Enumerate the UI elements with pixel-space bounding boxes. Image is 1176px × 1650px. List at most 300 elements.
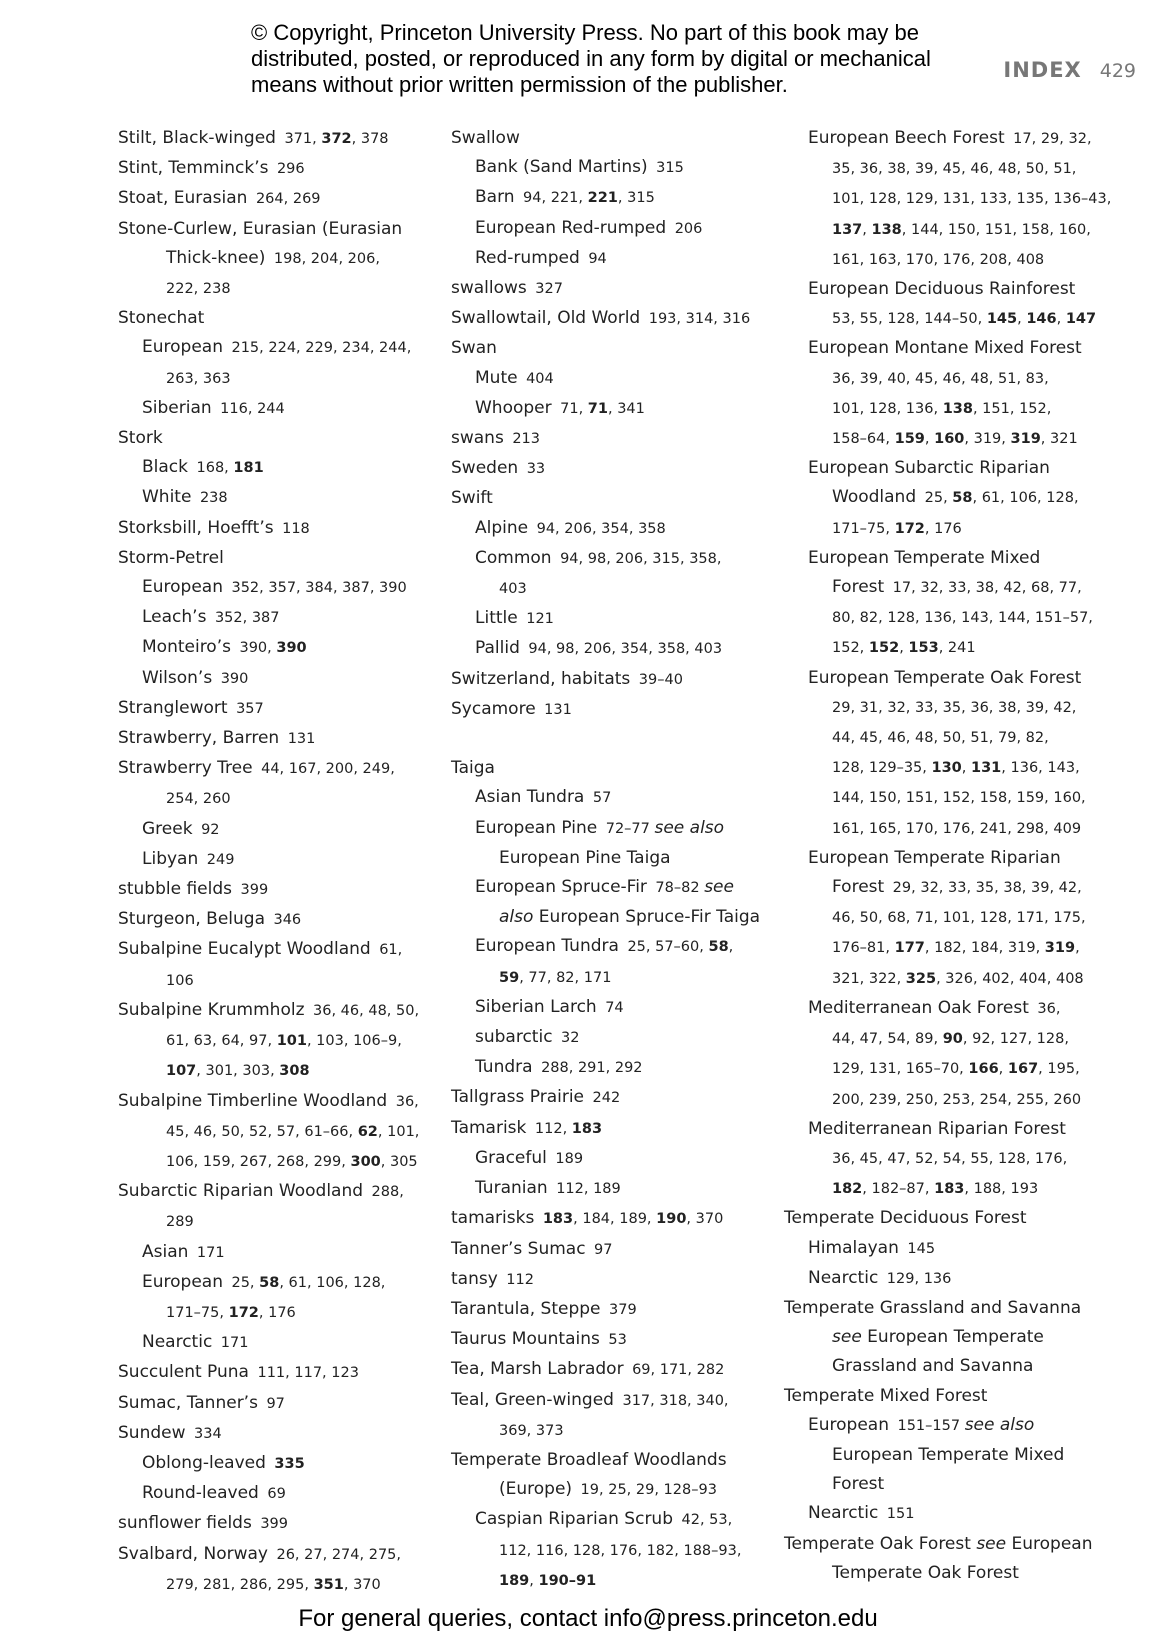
index-entry-line [142, 364, 438, 394]
index-entry-line [118, 784, 438, 814]
cross-reference: see [976, 1533, 1007, 1554]
index-term: Temperate Oak Forest [832, 1562, 1019, 1583]
index-subentry [808, 124, 1164, 275]
index-entry [118, 124, 438, 154]
page-reference-bold: 160 [934, 431, 965, 448]
index-entry-line [451, 1416, 781, 1446]
index-term: European Montane Mixed Forest [808, 338, 1082, 359]
page-reference: 315 [656, 160, 684, 177]
page-reference-bold: 189 [499, 1572, 530, 1589]
index-entry [118, 754, 438, 814]
index-entry-line [142, 333, 438, 363]
page-reference-bold: 190–91 [538, 1572, 597, 1589]
page-reference: 101, 128, 129, 131, 133, 135, 136–43, [832, 191, 1112, 208]
index-entry-line [142, 1238, 438, 1268]
index-entry [784, 1294, 1164, 1382]
index-subentry [142, 603, 438, 633]
page-reference: , [1075, 940, 1080, 957]
index-entry-line [118, 724, 438, 754]
page-reference: 129, 131, 165–70, [832, 1061, 969, 1078]
index-term: Subalpine Krummholz [118, 999, 305, 1020]
index-term: Grassland and Savanna [832, 1356, 1034, 1377]
index-term: Swift [451, 488, 493, 509]
index-entry-line [451, 1235, 781, 1265]
page-reference: 36, 39, 40, 45, 46, 48, 51, 83, [832, 370, 1049, 387]
index-entry-line [475, 634, 781, 664]
page-reference: , 321 [1040, 431, 1078, 448]
index-entry-line [118, 905, 438, 935]
index-term: Caspian Riparian Scrub [475, 1509, 673, 1530]
index-entry-line [808, 903, 1164, 933]
index-term: Greek [142, 818, 193, 839]
index-entry-line [475, 873, 781, 903]
index-subentry [475, 783, 781, 813]
index-entry-line [118, 124, 438, 154]
index-term: European Beech Forest [808, 128, 1005, 148]
index-entry-line [475, 514, 781, 544]
page-reference: 390 [220, 670, 249, 687]
running-head-label: INDEX [1003, 58, 1082, 82]
index-term: Storm-Petrel [118, 547, 224, 568]
index-entry-line [118, 1389, 438, 1419]
index-entry-line [808, 693, 1164, 723]
page-reference: 25, [231, 1274, 260, 1291]
page-reference: 317, 318, 340, [622, 1392, 729, 1409]
page-reference: 94, 98, 206, 315, 358, [560, 550, 722, 567]
cross-reference: see [832, 1327, 862, 1348]
page-reference-bold: 372 [321, 131, 352, 147]
index-entry [118, 875, 438, 905]
index-term: swans [451, 428, 504, 449]
page-reference: 263, 363 [166, 370, 231, 387]
index-term: Sundew [118, 1422, 186, 1443]
page-reference: 44, 47, 54, 89, [832, 1031, 943, 1048]
index-entry [118, 1389, 438, 1419]
page-reference: 390, [239, 640, 277, 657]
index-entry-line [118, 1087, 438, 1117]
index-entry-line [808, 1234, 1164, 1264]
index-entry-line [118, 1419, 438, 1449]
page-reference: 78–82 [655, 880, 705, 897]
index-term: Little [475, 608, 518, 629]
index-term: Temperate Broadleaf Woodlands [451, 1449, 727, 1470]
index-column-3 [784, 124, 1164, 1588]
page-reference: 45, 46, 50, 52, 57, 61–66, [166, 1123, 358, 1140]
index-subentry [142, 845, 438, 875]
index-subentry [808, 994, 1164, 1115]
index-subentry [475, 214, 781, 244]
index-entry [451, 1083, 781, 1113]
index-term: Oblong-leaved [142, 1452, 266, 1473]
index-term: Strawberry, Barren [118, 728, 280, 749]
page-reference: 112, 116, 128, 176, 182, 188–93, [499, 1542, 742, 1559]
index-term: Nearctic [808, 1503, 879, 1524]
index-term: European Spruce-Fir Taiga [533, 907, 761, 928]
index-entry-line [808, 753, 1164, 783]
index-term: European Red-rumped [475, 217, 667, 238]
index-entry-line [808, 184, 1164, 214]
index-subentry [475, 1174, 781, 1204]
page-reference-bold: 107 [166, 1063, 197, 1080]
index-term: Swan [451, 338, 497, 359]
index-term: Stork [118, 428, 163, 449]
page-reference: 25, 57–60, [627, 939, 709, 956]
index-subentry [142, 453, 438, 483]
page-reference: , 92, 127, 128, [962, 1031, 1069, 1048]
index-entry-line [784, 1323, 1164, 1352]
index-entry-line [784, 1352, 1164, 1381]
index-subentry [475, 514, 781, 544]
index-entry [451, 334, 781, 363]
index-term: Tamarisk [451, 1117, 527, 1138]
page-reference: 129, 136 [886, 1270, 952, 1287]
index-subentry [475, 1505, 781, 1596]
page-reference-bold: 183 [934, 1181, 965, 1198]
page-reference-bold: 167 [1007, 1061, 1039, 1078]
index-entry [118, 304, 438, 333]
index-entry [784, 1204, 1164, 1233]
copyright-line: distributed, posted, or reproduced in any form by digital or mechanical [251, 46, 931, 71]
index-entry [451, 1355, 781, 1385]
index-term: European Temperate [861, 1327, 1044, 1348]
page-reference: , [1056, 311, 1066, 328]
index-entry-line [118, 304, 438, 333]
index-entry-line [118, 244, 438, 274]
index-entry [118, 184, 438, 214]
page-reference: , [529, 1572, 539, 1589]
index-subentry [475, 604, 781, 634]
page-reference-bold: 351 [313, 1576, 344, 1593]
index-entry-line [808, 394, 1164, 424]
index-term: Mediterranean Oak Forest [808, 997, 1029, 1018]
index-entry-line [808, 1054, 1164, 1084]
index-term: Nearctic [142, 1332, 213, 1353]
index-term: European [142, 337, 223, 358]
page-reference: 296 [276, 161, 305, 178]
page-reference: , 305 [380, 1153, 418, 1170]
index-entry-line [808, 364, 1164, 394]
index-entry-line [784, 1382, 1164, 1411]
index-entry-line [142, 573, 438, 603]
index-entry-line [475, 783, 781, 813]
index-entry-line [451, 754, 781, 783]
page-reference: 399 [260, 1516, 288, 1533]
index-term: European [808, 1414, 889, 1435]
index-subentry [808, 1115, 1164, 1205]
page-reference: , 326, 402, 404, 408 [936, 970, 1084, 987]
index-entry-line [808, 994, 1164, 1024]
index-term: European Tundra [475, 936, 619, 957]
index-term: Black [142, 457, 188, 478]
copyright-line: means without prior written permission of the publisher. [251, 72, 788, 97]
index-subentry [475, 1023, 781, 1053]
index-entry-line [451, 665, 781, 695]
index-term: Himalayan [808, 1237, 899, 1258]
page-reference: 36, 45, 47, 52, 54, 55, 128, 176, [832, 1150, 1068, 1167]
page-reference-bold: 172 [228, 1304, 259, 1321]
index-entry-line [142, 1479, 438, 1509]
index-entry [118, 215, 438, 305]
page-reference: 242 [592, 1090, 621, 1107]
index-term: Switzerland, habitats [451, 668, 631, 689]
page-reference: 33 [526, 461, 546, 478]
index-subentry [142, 333, 438, 393]
index-term: Tarantula, Steppe [451, 1298, 601, 1319]
index-entry-line [808, 1115, 1164, 1144]
index-entry [118, 424, 438, 453]
cross-reference: see also [654, 817, 725, 838]
page-reference: 161, 163, 170, 176, 208, 408 [832, 251, 1045, 268]
page-reference-bold: 221 [587, 190, 618, 207]
index-term: Asian Tundra [475, 787, 585, 808]
index-term: Common [475, 547, 552, 568]
index-entry-line [118, 875, 438, 905]
index-term: Forest [832, 1474, 885, 1495]
page-reference-bold: 319 [1044, 940, 1076, 957]
page-reference: 80, 82, 128, 136, 143, 144, 151–57, [832, 610, 1093, 627]
index-subentry [142, 633, 438, 663]
page-reference: , 319, [964, 431, 1011, 448]
page-reference: 29, 31, 32, 33, 35, 36, 38, 39, 42, [832, 699, 1077, 716]
index-entry [118, 1419, 438, 1449]
index-term: Temperate Grassland and Savanna [784, 1297, 1082, 1318]
index-entry-line [475, 394, 781, 424]
index-term: Bank (Sand Martins) [475, 157, 648, 178]
index-entry-line [475, 903, 781, 932]
page-reference: 94 [588, 250, 607, 267]
index-entry [118, 1509, 438, 1539]
page-reference: , 315 [617, 190, 655, 207]
index-entry-line [808, 844, 1164, 873]
index-entry-line [808, 154, 1164, 184]
index-term: Alpine [475, 517, 529, 538]
page-reference: 61, [379, 942, 403, 959]
index-term: Nearctic [808, 1267, 879, 1288]
page-number: 429 [1099, 60, 1136, 82]
page-reference: 151–157 [897, 1417, 965, 1434]
index-term: Asian [142, 1241, 189, 1262]
page-reference-bold: 166 [968, 1061, 999, 1078]
index-entry-line [451, 1114, 781, 1144]
page-reference-bold: 335 [274, 1455, 305, 1472]
index-subentry [142, 1479, 438, 1509]
page-reference: 131 [287, 731, 316, 748]
index-entry [118, 1177, 438, 1237]
page-reference: 152, [832, 640, 869, 657]
page-reference: 334 [194, 1425, 222, 1442]
index-entry-line [118, 1358, 438, 1388]
index-subentry [142, 664, 438, 694]
page-reference: 128, 129–35, [832, 760, 932, 777]
page-reference: 46, 50, 68, 71, 101, 128, 171, 175, [832, 910, 1086, 927]
cross-reference: see [704, 877, 734, 898]
page-reference: 145 [907, 1240, 936, 1257]
index-term: subarctic [475, 1027, 553, 1048]
index-subentry [808, 454, 1164, 544]
index-term: (Europe) [499, 1479, 573, 1500]
index-entry [118, 996, 438, 1087]
index-entry-line [142, 483, 438, 513]
index-term: Tanner’s Sumac [451, 1238, 586, 1259]
page-reference: , 184, 189, [573, 1211, 657, 1228]
index-entry-line [118, 184, 438, 214]
page-reference: 25, [924, 490, 953, 507]
page-reference-bold: 152 [868, 640, 900, 657]
page-reference-bold: 146 [1026, 311, 1057, 328]
index-entry-line [784, 1559, 1164, 1588]
page-reference: 404 [526, 370, 554, 387]
index-entry-line [808, 454, 1164, 483]
index-term: Forest [832, 877, 885, 898]
index-entry [118, 694, 438, 724]
page-reference: , 151, 152, [972, 400, 1052, 417]
page-reference-bold: 308 [279, 1063, 310, 1080]
page-reference: 193, 314, 316 [648, 311, 751, 328]
index-entry-line [808, 783, 1164, 813]
page-reference: 189 [555, 1150, 584, 1167]
page-reference-bold: 101 [276, 1033, 307, 1050]
index-subentry [475, 634, 781, 664]
cross-reference: see also [964, 1414, 1035, 1435]
page-reference: , 176 [258, 1304, 296, 1321]
index-entry-line [784, 1204, 1164, 1233]
page-reference: 200, 239, 250, 253, 254, 255, 260 [832, 1091, 1082, 1108]
index-entry-line [142, 603, 438, 633]
index-term: Tallgrass Prairie [451, 1087, 585, 1108]
index-subentry [142, 1449, 438, 1479]
index-entry-line [118, 1117, 438, 1147]
index-entry-line [475, 1144, 781, 1174]
page-reference: , 182, 184, 319, [924, 940, 1045, 957]
index-entry-line [475, 544, 781, 574]
index-entry-line [142, 1268, 438, 1298]
index-entry-line [118, 1509, 438, 1539]
index-term: Turanian [475, 1178, 548, 1199]
page-reference: 215, 224, 229, 234, 244, [231, 340, 412, 357]
page-reference: , 188, 193 [964, 1181, 1039, 1198]
index-term: Woodland [832, 487, 917, 508]
index-term: Red-rumped [475, 247, 580, 268]
page-reference-bold: 138 [871, 221, 902, 238]
footer-contact: For general queries, contact info@press.princeton.edu [298, 1605, 878, 1632]
page-reference: 53, 55, 128, 144–50, [832, 311, 987, 328]
page-reference: , 301, 303, [196, 1063, 280, 1080]
page-reference: , 341 [607, 400, 645, 417]
index-entry [118, 905, 438, 935]
page-reference: 112, [534, 1120, 572, 1137]
page-reference: 399 [240, 882, 269, 899]
index-entry-line [451, 274, 781, 304]
index-entry [451, 1325, 781, 1355]
page-reference: 327 [535, 281, 563, 298]
index-subentry [475, 544, 781, 604]
index-term: Stonechat [118, 308, 205, 329]
cross-reference: also [499, 907, 534, 928]
index-term: Thick-knee) [166, 247, 266, 268]
page-reference: , 370 [343, 1576, 381, 1593]
index-entry-line [808, 1024, 1164, 1054]
index-term: European Temperate Mixed [808, 547, 1041, 568]
page-reference-bold: 319 [1010, 431, 1041, 448]
page-reference-bold: 58 [952, 490, 973, 507]
page-reference: , 101, [377, 1123, 420, 1140]
index-term: Siberian [142, 397, 212, 418]
index-subentry [808, 844, 1164, 994]
index-entry-line [808, 245, 1164, 275]
page-reference-bold: 172 [894, 520, 925, 537]
index-term: Swallow [451, 128, 520, 148]
index-term: European Pine Taiga [499, 847, 671, 868]
index-term: European Temperate Oak Forest [808, 667, 1082, 688]
page-reference: 106, 159, 267, 268, 299, [166, 1153, 351, 1170]
index-entry [451, 1446, 781, 1505]
index-term: Temperate Oak Forest [784, 1533, 977, 1554]
index-entry-line [142, 664, 438, 694]
index-entry-line [475, 1053, 781, 1083]
index-entry-line [118, 996, 438, 1026]
page-reference: 44, 167, 200, 249, [261, 761, 395, 778]
page-reference: 94, 206, 354, 358 [536, 520, 666, 537]
index-entry [451, 424, 781, 454]
page-reference: 69 [267, 1486, 286, 1503]
page-reference: 57 [592, 790, 612, 807]
index-entry-line [451, 454, 781, 484]
index-entry-line [118, 1207, 438, 1237]
page-reference: 26, 27, 274, 275, [276, 1546, 402, 1563]
index-subentry [475, 183, 781, 213]
index-entry-line [118, 1056, 438, 1086]
index-entry-line [808, 1085, 1164, 1115]
index-entry-line [451, 124, 781, 153]
index-entry-line [451, 484, 781, 513]
index-entry-line [475, 153, 781, 183]
page-reference: 32 [561, 1030, 580, 1047]
index-entry-line [142, 453, 438, 483]
index-entry-line [808, 814, 1164, 844]
index-term: Sturgeon, Beluga [118, 909, 265, 930]
page-reference: 36, 46, 48, 50, [313, 1002, 420, 1019]
index-entry-line [475, 1023, 781, 1053]
page-reference: 35, 36, 38, 39, 45, 46, 48, 50, 51, [832, 161, 1077, 178]
index-entry-line [475, 932, 781, 962]
index-entry-line [118, 154, 438, 184]
page-reference: 144, 150, 151, 152, 158, 159, 160, [832, 790, 1086, 807]
page-reference: 238 [199, 490, 228, 507]
page-reference: 111, 117, 123 [257, 1365, 359, 1382]
index-term: Storksbill, Hoefft’s [118, 517, 274, 538]
index-term: Subalpine Timberline Woodland [118, 1090, 388, 1111]
page-reference-bold: 390 [276, 640, 307, 657]
index-term: Mute [475, 367, 518, 388]
page-reference-bold: 62 [357, 1123, 378, 1140]
index-entry-line [118, 1026, 438, 1056]
index-term: Pallid [475, 638, 520, 659]
page-reference: 131 [544, 701, 572, 718]
index-term: Taurus Mountains [451, 1329, 600, 1350]
page-reference: 171 [196, 1244, 225, 1261]
page-reference: 352, 357, 384, 387, 390 [231, 580, 407, 597]
index-entry [451, 1295, 781, 1325]
index-entry [451, 124, 781, 153]
index-entry [451, 1204, 781, 1234]
index-term: Succulent Puna [118, 1362, 249, 1383]
page-reference: , 77, 82, 171 [519, 969, 612, 986]
index-entry-line [142, 1298, 438, 1328]
page-reference: 94, 98, 206, 354, 358, 403 [528, 641, 723, 658]
index-entry-line [142, 845, 438, 875]
index-term: European Pine [475, 817, 598, 838]
index-entry-line [808, 1470, 1164, 1499]
